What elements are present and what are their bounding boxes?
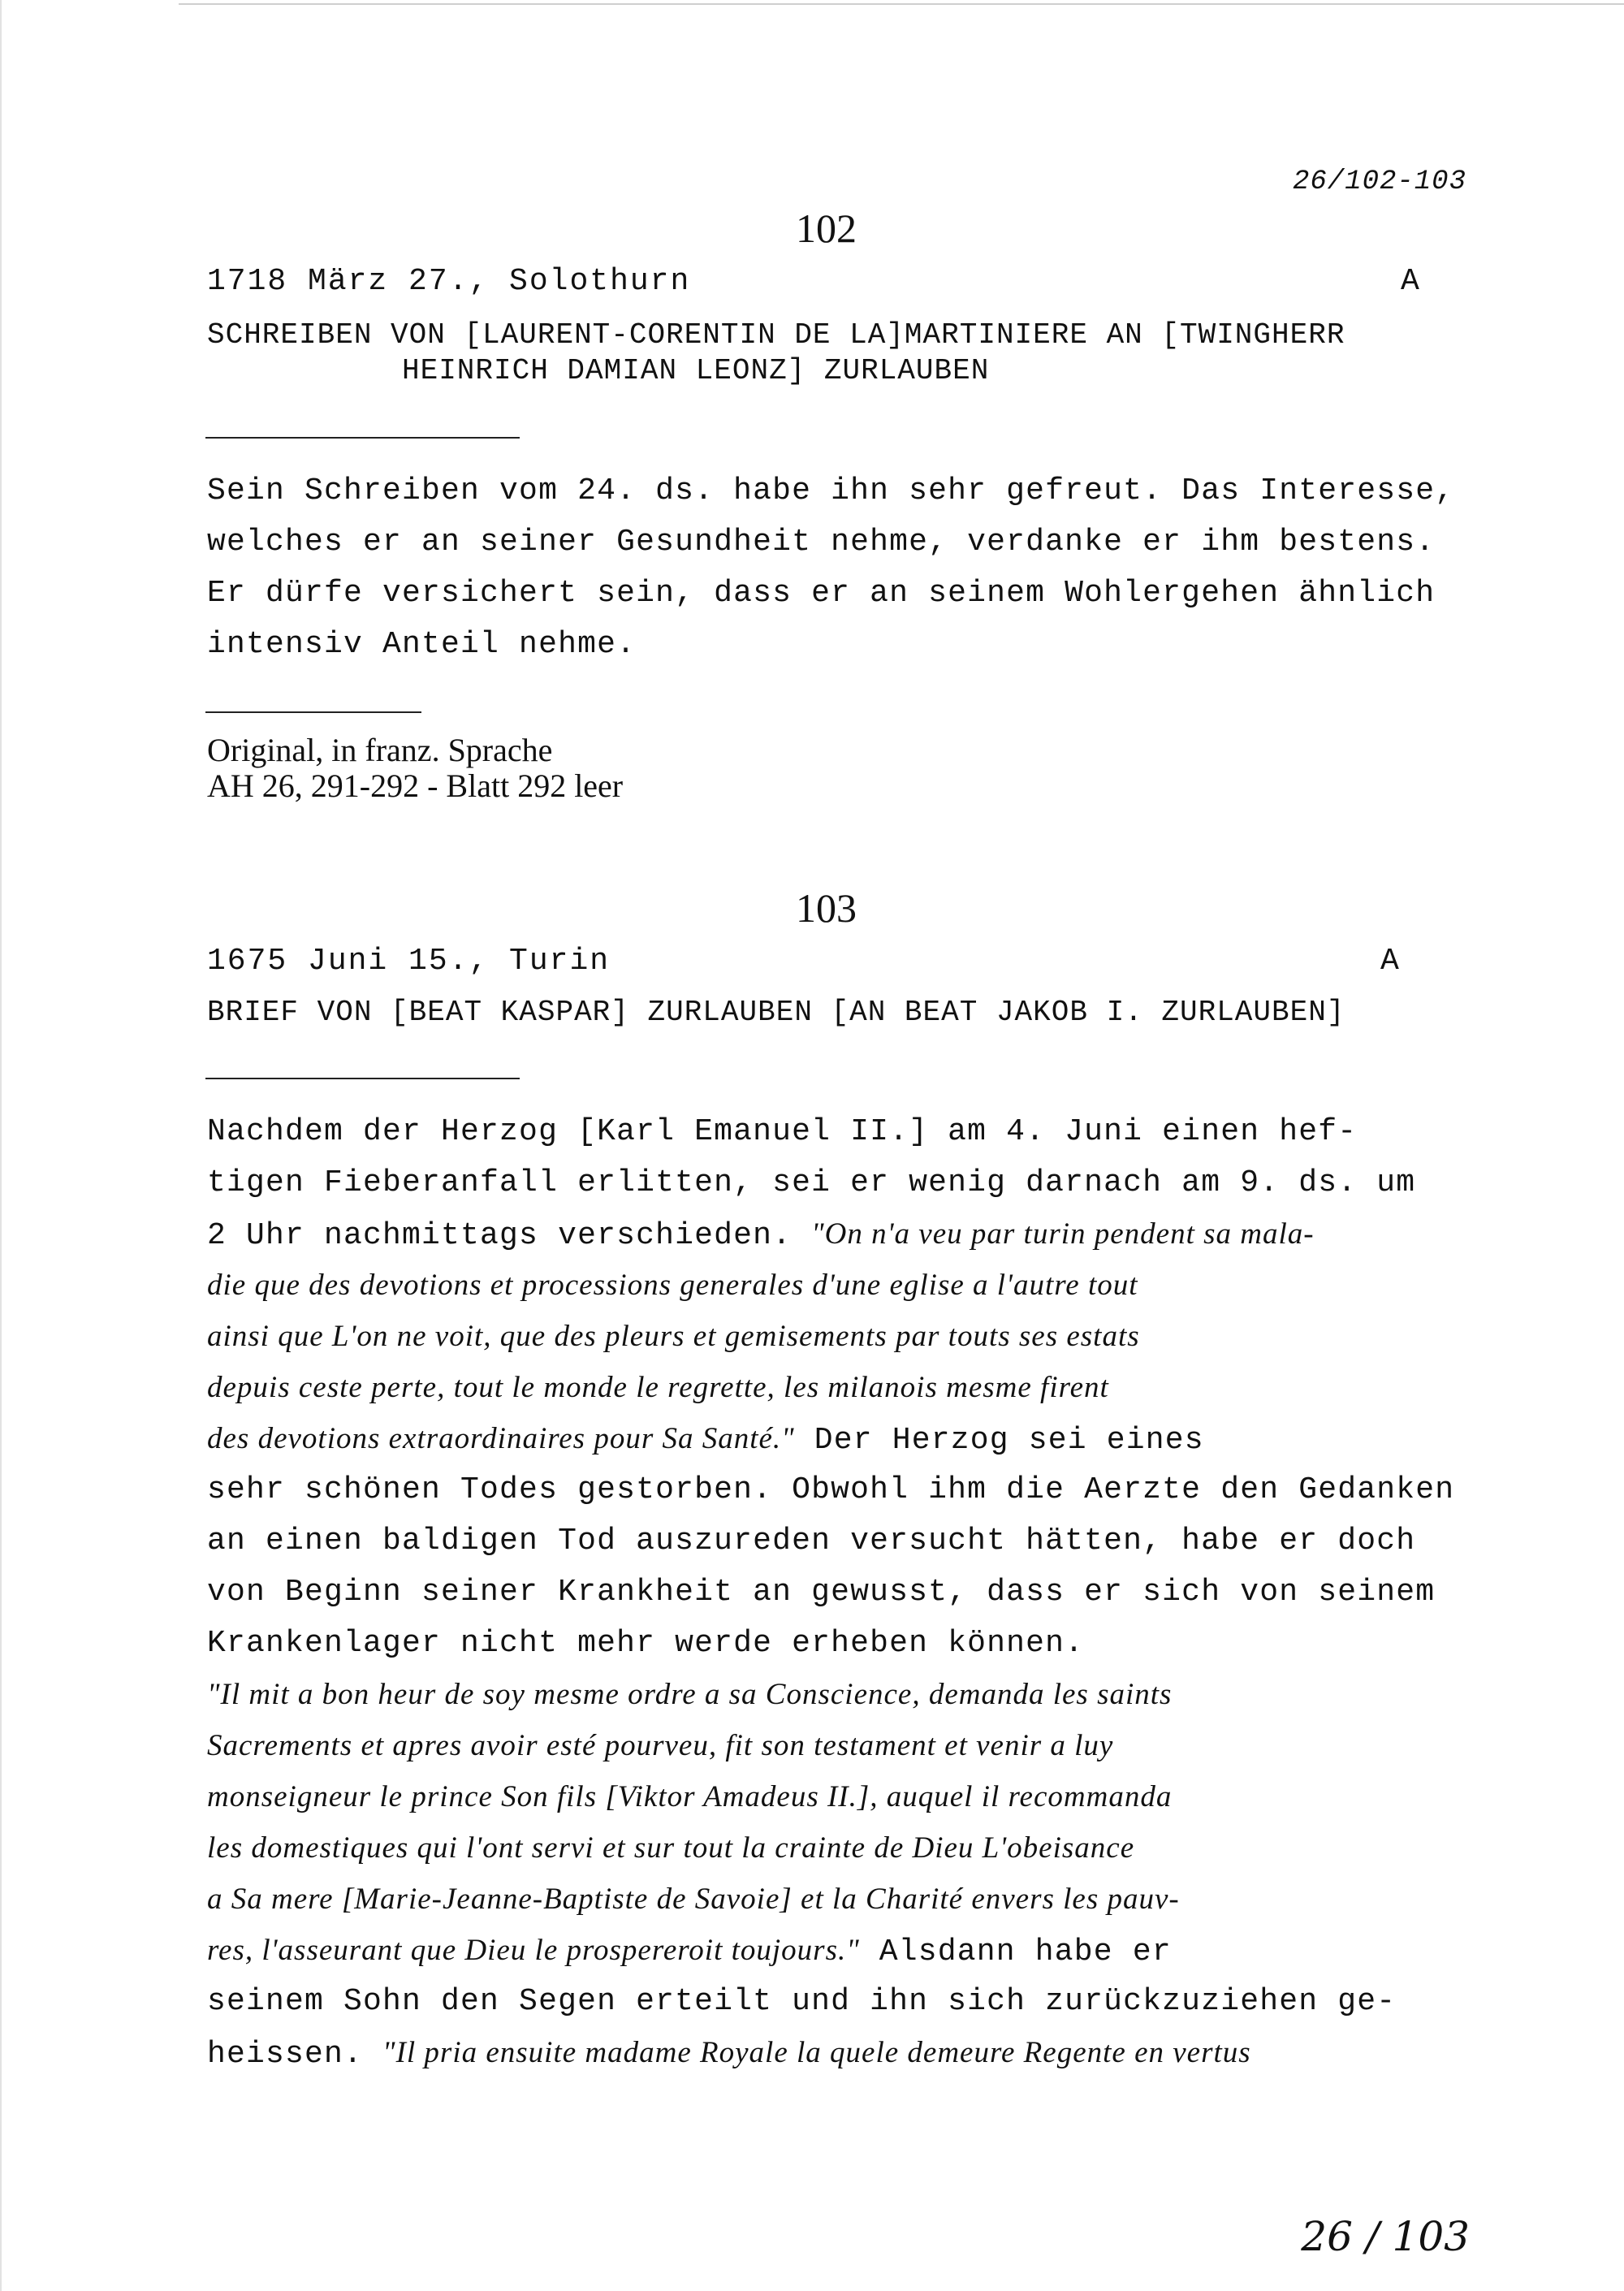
summary-line: welches er an seiner Gesundheit nehme, verdanke er ihm bestens. bbox=[207, 525, 1436, 560]
summary-line bbox=[207, 1208, 1466, 1260]
summary-line bbox=[207, 1413, 1466, 1464]
entry-number: 103 bbox=[796, 885, 857, 931]
french-quote-line: "Il mit a bon heur de soy mesme ordre a sa Conscience, demanda les saints bbox=[207, 1678, 1173, 1711]
summary-line bbox=[207, 2027, 1466, 2078]
entry-number: 102 bbox=[796, 205, 857, 251]
scan-edge-top bbox=[179, 3, 1624, 5]
french-quote-line: monseigneur le prince Son fils [Viktor Amadeus II.], auquel il recommanda bbox=[207, 1780, 1173, 1813]
french-quote: des devotions extraordinaires pour Sa Santé." bbox=[207, 1422, 795, 1455]
entry-summary bbox=[207, 1106, 1466, 2078]
separator-rule bbox=[205, 711, 421, 713]
entry-title-line: BRIEF VON [BEAT KASPAR] ZURLAUBEN [AN BEAT JAKOB I. ZURLAUBEN] bbox=[207, 996, 1345, 1029]
scan-edge-left bbox=[0, 0, 2, 2291]
french-quote-line: a Sa mere [Marie-Jeanne-Baptiste de Savoie] et la Charité envers les pauv- bbox=[207, 1883, 1180, 1916]
summary-line: tigen Fieberanfall erlitten, sei er wenig darnach am 9. ds. um bbox=[207, 1165, 1416, 1200]
french-quote-line: ainsi que L'on ne voit, que des pleurs et gemisements par touts ses estats bbox=[207, 1320, 1140, 1353]
entry-date-place: 1718 März 27., Solothurn bbox=[207, 264, 691, 299]
french-quote: "On n'a veu par turin pendent sa mala- bbox=[811, 1217, 1315, 1251]
summary-line: an einen baldigen Tod auszureden versucht hätten, habe er doch bbox=[207, 1524, 1416, 1558]
entry-title-line: HEINRICH DAMIAN LEONZ] ZURLAUBEN bbox=[402, 354, 990, 387]
summary-text: heissen. bbox=[207, 2037, 383, 2072]
entry-mark: A bbox=[1380, 944, 1399, 979]
french-quote-line: Sacrements et apres avoir esté pourveu, fit son testament et venir a luy bbox=[207, 1729, 1114, 1762]
summary-line: von Beginn seiner Krankheit an gewusst, dass er sich von seinem bbox=[207, 1575, 1436, 1610]
summary-text: 2 Uhr nachmittags verschieden. bbox=[207, 1218, 812, 1253]
summary-line: Er dürfe versichert sein, dass er an seinem Wohlergehen ähnlich bbox=[207, 576, 1436, 611]
summary-line: Sein Schreiben vom 24. ds. habe ihn sehr gefreut. Das Interesse, bbox=[207, 473, 1455, 508]
summary-line: Krankenlager nicht mehr werde erheben können. bbox=[207, 1626, 1085, 1661]
separator-rule bbox=[205, 1078, 520, 1079]
french-quote-line: depuis ceste perte, tout le monde le regrette, les milanois mesme firent bbox=[207, 1371, 1109, 1404]
french-quote: res, l'asseurant que Dieu le prospereroit toujours." bbox=[207, 1934, 860, 1967]
archive-reference: 26/102-103 bbox=[1292, 166, 1466, 197]
entry-date-place: 1675 Juni 15., Turin bbox=[207, 944, 611, 979]
summary-text: Alsdann habe er bbox=[859, 1934, 1172, 1969]
source-note: Original, in franz. Sprache bbox=[207, 732, 553, 768]
separator-rule bbox=[205, 437, 520, 439]
entry-title-line: SCHREIBEN VON [LAURENT-CORENTIN DE LA]MARTINIERE AN [TWINGHERR bbox=[207, 318, 1345, 352]
french-quote-line: les domestiques qui l'ont servi et sur tout la crainte de Dieu L'obeisance bbox=[207, 1831, 1135, 1865]
french-quote-line: die que des devotions et processions generales d'une eglise a l'autre tout bbox=[207, 1269, 1138, 1302]
summary-line: sehr schönen Todes gestorben. Obwohl ihm die Aerzte den Gedanken bbox=[207, 1472, 1455, 1507]
summary-line: seinem Sohn den Segen erteilt und ihn sich zurückzuziehen ge- bbox=[207, 1984, 1397, 2019]
entry-mark: A bbox=[1401, 264, 1419, 299]
summary-line bbox=[207, 1925, 1466, 1976]
handwritten-folio-number: 26 / 103 bbox=[1301, 2213, 1470, 2260]
source-note: AH 26, 291-292 - Blatt 292 leer bbox=[207, 767, 624, 804]
summary-line: Nachdem der Herzog [Karl Emanuel II.] am 4. Juni einen hef- bbox=[207, 1114, 1358, 1149]
summary-line: intensiv Anteil nehme. bbox=[207, 627, 637, 662]
summary-text: Der Herzog sei eines bbox=[794, 1423, 1204, 1458]
french-quote: "Il pria ensuite madame Royale la quele demeure Regente en vertus bbox=[382, 2036, 1251, 2069]
entry-summary bbox=[207, 465, 1466, 670]
